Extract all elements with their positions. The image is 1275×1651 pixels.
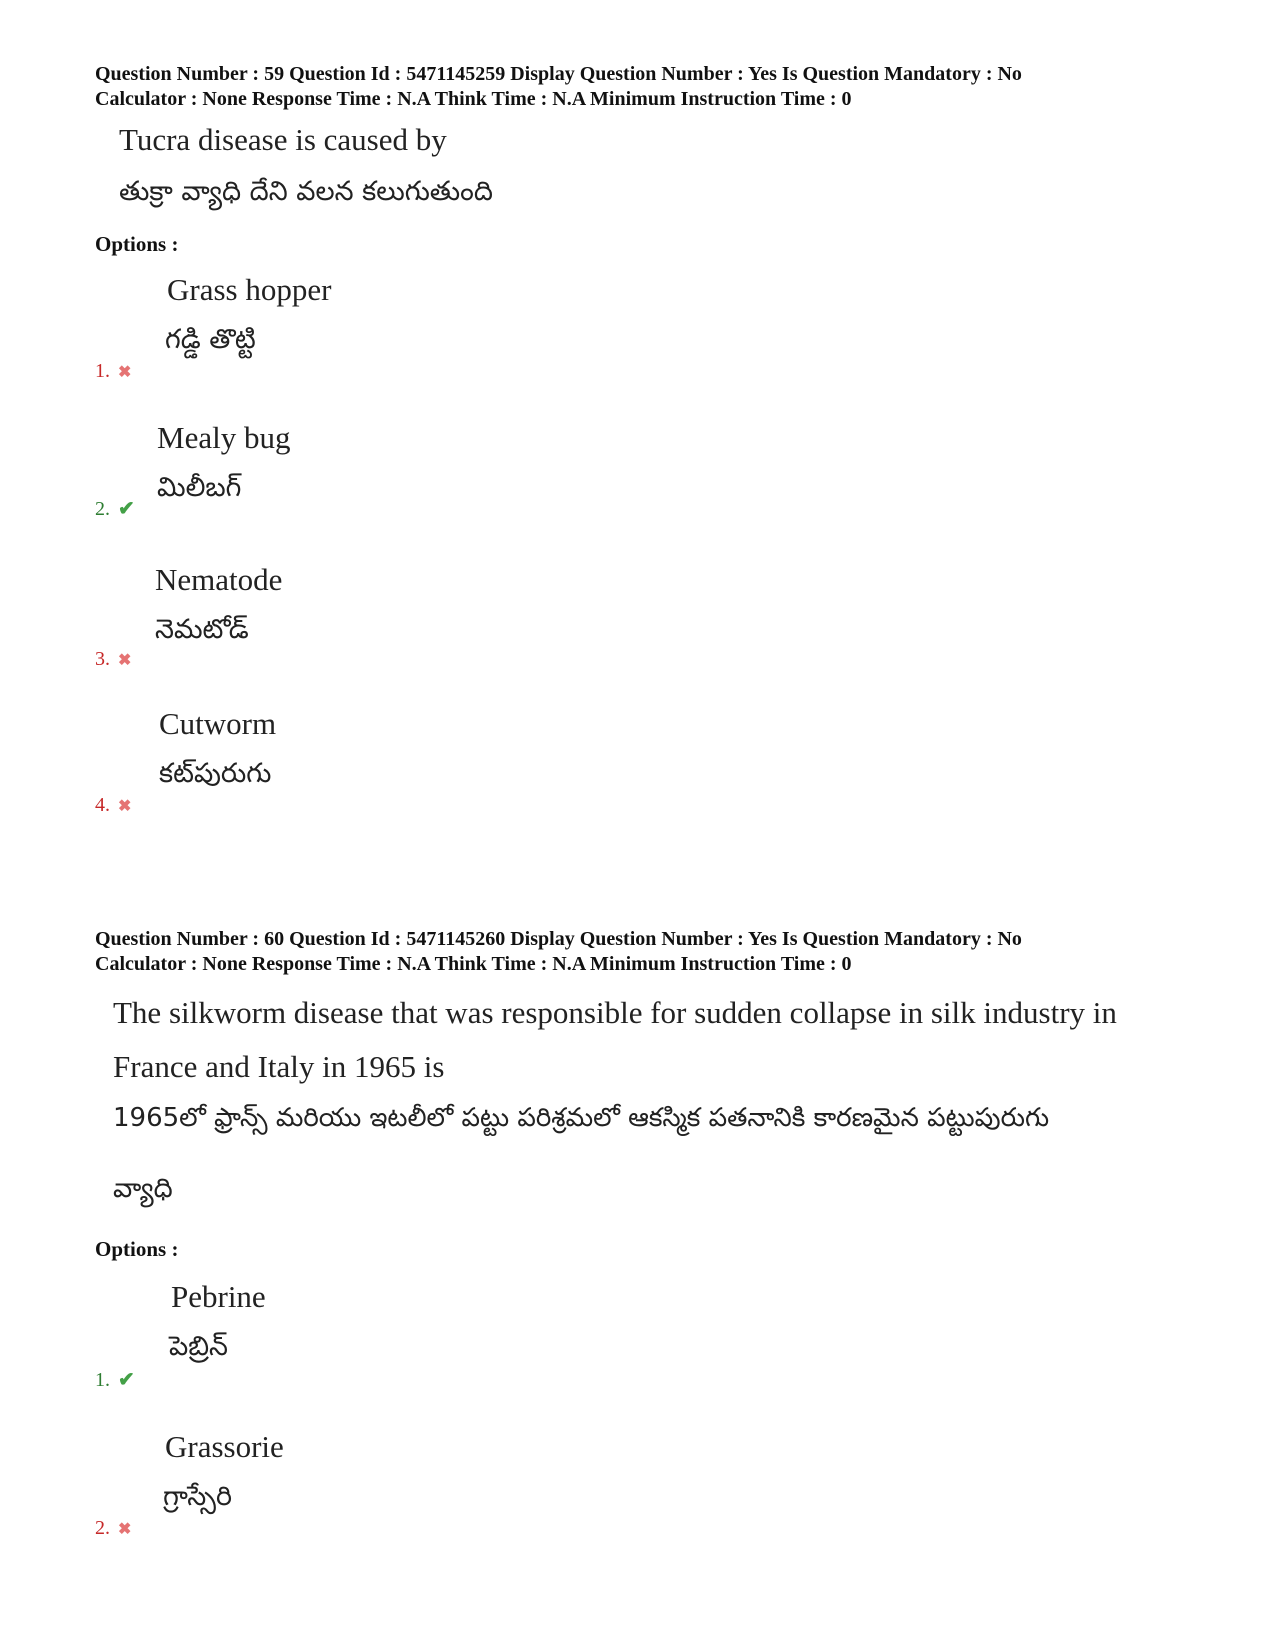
question-text [119, 122, 447, 158]
option-text-en: Grassorie [165, 1429, 284, 1464]
option-text-te: నెమటోడ్ [155, 614, 249, 645]
question-text-en-line2: France and Italy in 1965 is [113, 1049, 445, 1084]
option-text-te: గడ్డి తొట్టి [165, 324, 256, 355]
question-meta-line2: Calculator : None Response Time : N.A Think Time : N.A Minimum Instruction Time : 0 [95, 953, 852, 975]
cross-icon: ✖ [118, 652, 132, 669]
question-meta-line1: Question Number : 59 Question Id : 5471145259 Display Question Number : Yes Is Question Mandatory : No [95, 63, 1022, 85]
check-icon: ✔ [118, 498, 135, 520]
cross-icon: ✖ [118, 1521, 132, 1538]
option-text-en: Nematode [155, 562, 283, 597]
option-number: 1. ✔ [95, 1369, 135, 1391]
option-text-te: పెబ్రిన్ [169, 1331, 228, 1362]
question-60 [95, 927, 1205, 1539]
option-text-en: Grass hopper [167, 272, 332, 307]
question-text-te: తుక్రా వ్యాధి దేని వలన కలుగుతుంది [119, 176, 493, 207]
cross-icon: ✖ [118, 364, 132, 381]
question-meta-line1: Question Number : 60 Question Id : 5471145260 Display Question Number : Yes Is Question Mandatory : No [95, 928, 1022, 950]
option-number: 2. ✖ [95, 1517, 132, 1539]
option-number: 1. ✖ [95, 360, 132, 382]
question-text-te-line2: వ్యాధి [113, 1173, 173, 1204]
question-text-en-line1: The silkworm disease that was responsible for sudden collapse in silk industry in [113, 995, 1117, 1030]
option-text-te: మిలీబగ్ [157, 472, 242, 503]
option-number: 4. ✖ [95, 794, 132, 816]
check-icon: ✔ [118, 1369, 135, 1391]
option-number: 3. ✖ [95, 648, 132, 670]
option-text-en: Mealy bug [157, 420, 291, 455]
options-label: Options : [95, 232, 179, 256]
question-text-en: Tucra disease is caused by [119, 122, 447, 157]
question-text-te-line1: 1965లో ఫ్రాన్స్ మరియు ఇటలీలో పట్టు పరిశ్రమలో ఆకస్మిక పతనానికి కారణమైన పట్టుపురుగు [113, 1103, 1050, 1133]
option-number: 2. ✔ [95, 498, 135, 520]
cross-icon: ✖ [118, 798, 132, 815]
question-59 [95, 62, 1205, 816]
option-text-te: కట్‌పురుగు [159, 758, 272, 789]
question-meta-line2: Calculator : None Response Time : N.A Think Time : N.A Minimum Instruction Time : 0 [95, 88, 852, 110]
option-text-te: గ్రాస్సేరి [163, 1481, 232, 1512]
options-label: Options : [95, 1237, 179, 1261]
question-text [113, 995, 1117, 1085]
option-text-en: Cutworm [159, 706, 277, 741]
option-text-en: Pebrine [171, 1279, 266, 1314]
